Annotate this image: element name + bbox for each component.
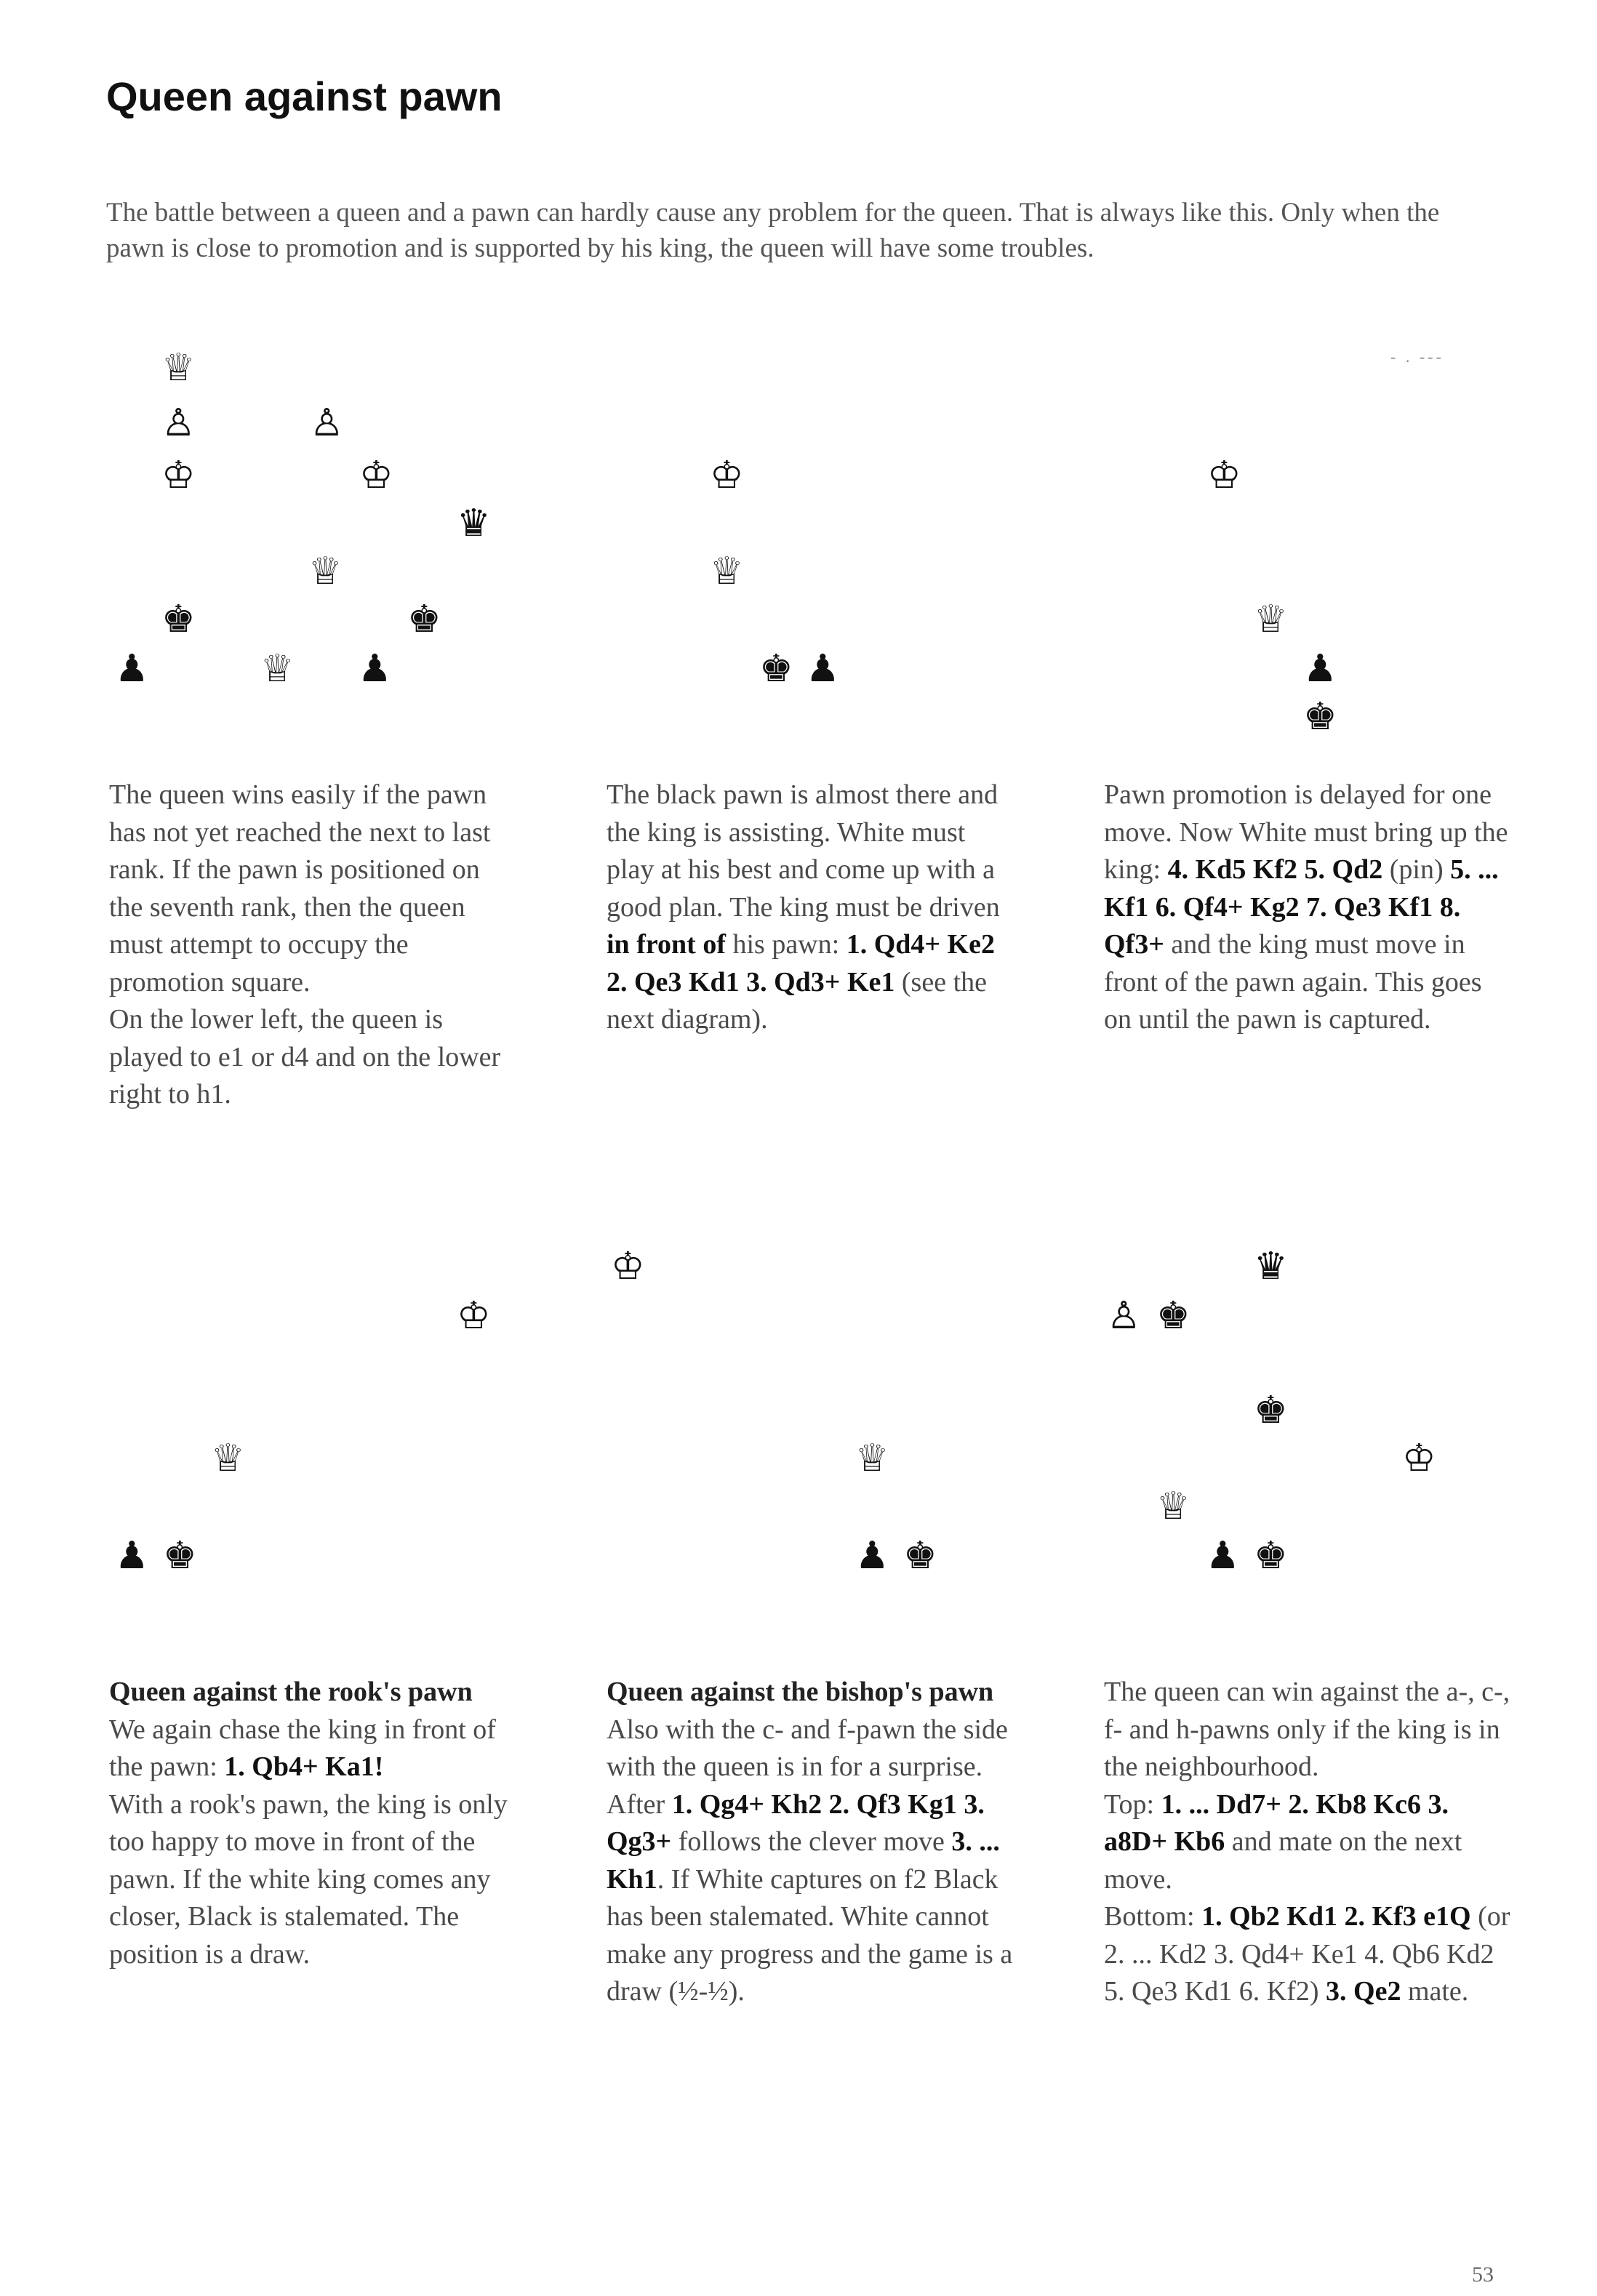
caption-top-left: [109, 776, 516, 1114]
caption-label: Top:: [1104, 1789, 1155, 1820]
caption-text: (pin): [1389, 854, 1444, 885]
move-notation: 3. ... Kh1: [607, 1826, 1000, 1895]
caption-bottom-left: [109, 1674, 516, 1973]
white-queen-icon: ♕: [260, 647, 295, 691]
black-pawn-icon: ♟: [115, 1534, 149, 1578]
white-queen-icon: ♕: [855, 1437, 889, 1480]
black-pawn-icon: ♟: [806, 647, 840, 691]
caption-text: (or 2. ... Kd2 3. Qd4+ Ke1 4. Qb6 Kd2 5. Qe3 Kd1 6. Kf2): [1104, 1901, 1510, 2007]
caption-text: We again chase the king in front of the pawn:: [109, 1714, 496, 1782]
white-queen-icon: ♕: [1156, 1485, 1190, 1528]
move-notation: 1. Qb4+ Ka1!: [224, 1751, 384, 1782]
black-king-icon: ♚: [1156, 1294, 1190, 1338]
page-number: 53: [1472, 2263, 1494, 2287]
caption-paragraph: [1104, 1898, 1511, 2011]
caption-paragraph: [607, 1711, 1014, 2011]
caption-paragraph: With a rook's pawn, the king is only too happy to move in front of the pawn. If the white king comes any closer, Black is stalemated. The position is a draw.: [109, 1789, 508, 1970]
black-king-icon: ♚: [903, 1534, 937, 1578]
move-notation: 1. Qg4+ Kh2 2. Qf3 Kg1 3. Qg3+: [607, 1789, 985, 1857]
caption-text: and the king must move in front of the pawn again. This goes on until the pawn is captured.: [1104, 929, 1482, 1035]
move-notation: 5. ... Kf1 6. Qf4+ Kg2 7. Qe3 Kf1 8. Qf3+: [1104, 854, 1499, 960]
white-queen-icon: ♕: [308, 550, 343, 593]
caption-paragraph: The queen wins easily if the pawn has not yet reached the next to last rank. If the pawn is positioned on the seventh rank, then the queen must attempt to occupy the promotion square.: [109, 779, 491, 998]
caption-paragraph: The queen can win against the a-, c-, f- and h-pawns only if the king is in the neighbourhood.: [1104, 1677, 1510, 1782]
black-king-icon: ♚: [1254, 1389, 1288, 1432]
caption-text: mate.: [1407, 1976, 1469, 2007]
caption-text: Pawn promotion is delayed for one move. Now White must bring up the king:: [1104, 779, 1508, 885]
move-notation: 1. ... Dd7+ 2. Kb8 Kc6 3. a8D+ Kb6: [1104, 1789, 1449, 1857]
black-king-icon: ♚: [161, 598, 196, 641]
white-king-icon: ♔: [1402, 1437, 1436, 1480]
corner-mark: - . ---: [1390, 348, 1444, 366]
black-pawn-icon: ♟: [1303, 647, 1337, 691]
caption-text: The black pawn is almost there and the king is assisting. White must play at his best and come up with a good plan. The king must be driven: [607, 779, 1000, 923]
black-queen-icon: ♛: [457, 502, 491, 545]
black-king-icon: ♚: [1254, 1534, 1288, 1578]
caption-heading: Queen against the bishop's pawn: [607, 1677, 994, 1707]
white-king-icon: ♔: [710, 454, 744, 497]
black-queen-icon: ♛: [1254, 1245, 1288, 1288]
black-pawn-icon: ♟: [855, 1534, 889, 1578]
caption-text: his pawn:: [732, 929, 840, 960]
intro-paragraph: The battle between a queen and a pawn can hardly cause any problem for the queen. That is always like this. Only when the pawn is close to promotion and is supported by his king, the queen will have some troubles.: [106, 198, 1440, 263]
black-king-icon: ♚: [1303, 695, 1337, 739]
move-notation: 1. Qb2 Kd1 2. Kf3 e1Q: [1201, 1901, 1471, 1932]
caption-text: follows the clever move: [678, 1826, 945, 1857]
caption-bottom-right: [1104, 1674, 1511, 2011]
white-king-icon: ♔: [1207, 454, 1241, 497]
caption-bottom-middle: [607, 1674, 1014, 2011]
caption-paragraph: On the lower left, the queen is played to e1 or d4 and on the lower right to h1.: [109, 1004, 501, 1109]
caption-text: and mate on the next move.: [1104, 1826, 1462, 1895]
white-queen-icon: ♕: [211, 1437, 245, 1480]
white-queen-icon: ♕: [710, 550, 744, 593]
page-title: Queen against pawn: [106, 73, 503, 119]
white-pawn-icon: ♙: [310, 401, 344, 445]
caption-paragraph: [1104, 1786, 1511, 1899]
move-notation: 4. Kd5 Kf2 5. Qd2: [1167, 854, 1383, 885]
caption-text: . If White captures on f2 Black has been stalemated. White cannot make any progress and the game is a draw (½-½).: [607, 1863, 1013, 2007]
caption-top-right: [1104, 776, 1511, 1039]
white-pawn-icon: ♙: [1107, 1294, 1141, 1338]
white-king-icon: ♔: [359, 454, 393, 497]
caption-heading: Queen against the rook's pawn: [109, 1677, 473, 1707]
caption-top-middle: [607, 776, 1014, 1039]
caption-paragraph: [109, 1711, 516, 1786]
white-king-icon: ♔: [611, 1245, 645, 1288]
move-notation: 1. Qd4+ Ke2 2. Qe3 Kd1 3. Qd3+ Ke1: [607, 929, 995, 998]
move-notation: 3. Qe2: [1326, 1976, 1401, 2007]
black-pawn-icon: ♟: [358, 647, 392, 691]
emphasis-text: in front of: [607, 929, 726, 960]
white-queen-icon: ♕: [1254, 598, 1288, 641]
white-pawn-icon: ♙: [161, 401, 196, 445]
white-king-icon: ♔: [161, 454, 196, 497]
caption-text: Also with the c- and f-pawn the side with the queen is in for a surprise. After: [607, 1714, 1008, 1820]
white-queen-icon: ♕: [161, 346, 196, 390]
black-pawn-icon: ♟: [115, 647, 149, 691]
black-pawn-icon: ♟: [1206, 1534, 1240, 1578]
black-king-icon: ♚: [759, 647, 793, 691]
black-king-icon: ♚: [407, 598, 441, 641]
black-king-icon: ♚: [163, 1534, 197, 1578]
caption-label: Bottom:: [1104, 1901, 1195, 1932]
white-king-icon: ♔: [457, 1294, 491, 1338]
caption-text: (see the next diagram).: [607, 966, 987, 1035]
